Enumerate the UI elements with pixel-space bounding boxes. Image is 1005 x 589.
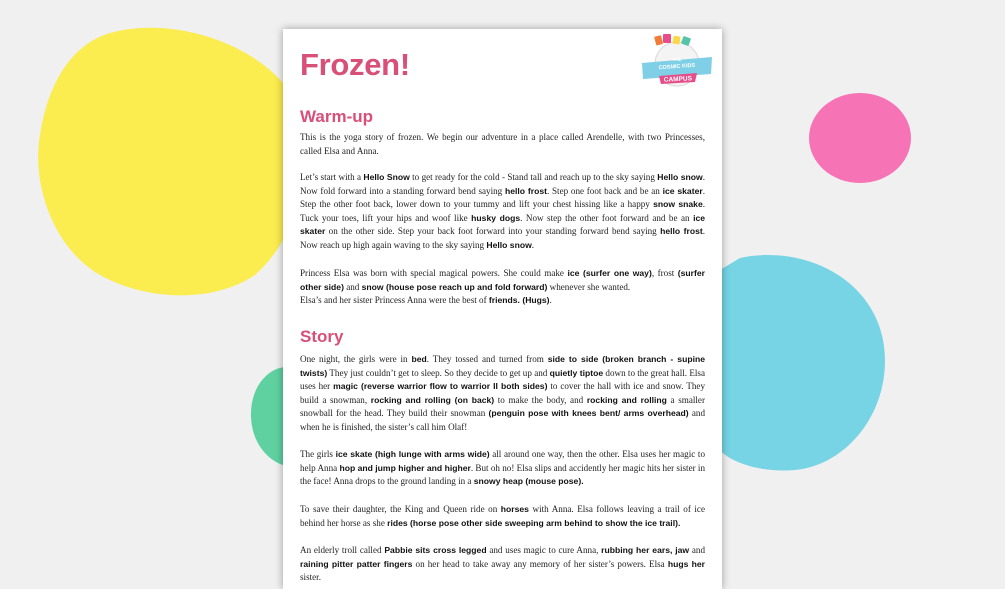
story-heading: Story xyxy=(300,327,344,346)
yellow-blob xyxy=(0,0,320,320)
text-run: Princess Elsa was born with special magical powers. She could make xyxy=(300,268,568,278)
keyword: ice skater xyxy=(662,185,703,196)
text-run: to make the body, and xyxy=(494,394,587,405)
keyword: horses xyxy=(500,504,529,514)
logo-line-3: CAMPUS xyxy=(663,75,693,84)
keyword: hop and jump higher and higher xyxy=(339,462,471,473)
text-run: down to the great hall. Elsa uses her xyxy=(300,367,705,392)
text-run: . Now reach up high again waving to the sky saying xyxy=(300,226,705,250)
keyword: (penguin pose with knees bent/ arms overhead) xyxy=(488,408,689,419)
keyword: snow snake xyxy=(653,199,703,210)
text-run: . But oh no! Elsa slips and accidently her magic hits her sister in the face! Anna drops to the ground landing in a xyxy=(300,462,705,487)
logo-line-1: THE xyxy=(672,57,682,62)
text-run: sister. xyxy=(300,572,321,583)
paragraph xyxy=(300,267,705,308)
text-run: all around one way, then the other. Elsa uses her magic to help Anna xyxy=(300,449,705,473)
text-run: with Anna. Elsa follows leaving a trail of ice behind her horse as she xyxy=(300,504,705,528)
keyword: snow (house pose reach up and fold forward) xyxy=(361,281,548,292)
text-run: Let’s start with a xyxy=(300,172,364,182)
text-run: . Now step the other foot forward and be an xyxy=(520,212,694,223)
text-run: and uses magic to cure Anna, xyxy=(486,545,602,555)
paragraph xyxy=(300,544,705,585)
keyword: quietly tiptoe xyxy=(549,367,604,378)
logo-line-2: COSMIC KIDS xyxy=(658,62,696,72)
keyword: ice skate (high lunge with arms wide) xyxy=(335,449,490,459)
keyword: hello frost xyxy=(660,226,703,237)
text-run: on her head to take away any memory of her sister’s powers. Elsa xyxy=(412,558,668,569)
text-run: to get ready for the cold - Stand tall and reach up to the sky saying xyxy=(409,172,658,182)
cyan-blob xyxy=(700,240,900,480)
text-run: . Tuck your toes, lift your hips and woof like xyxy=(300,199,706,223)
keyword: raining pitter patter fingers xyxy=(300,558,413,569)
paragraph xyxy=(300,503,705,530)
text-run: , frost xyxy=(651,268,678,278)
text-run: a smaller snowball for the head. They build their snowman xyxy=(300,394,705,419)
text-run: and xyxy=(343,281,362,292)
document-page xyxy=(283,29,722,589)
text-run: . Now fold forward into a standing forward bend saying xyxy=(300,172,705,196)
keyword: husky dogs xyxy=(471,212,521,223)
text-run: to cover the hall with ice and snow. They build a snowman, xyxy=(300,381,705,405)
text-run: One night, the girls were in xyxy=(300,354,412,364)
text-run: . They tossed and turned from xyxy=(426,354,548,364)
text-run: and when he is finished, the sister’s call him Olaf! xyxy=(300,408,705,432)
page-title: Frozen! xyxy=(300,47,410,82)
text-run: . xyxy=(549,295,552,306)
keyword: hugs her xyxy=(667,558,706,569)
text-run: . xyxy=(531,239,535,250)
text-run: They just couldn’t get to sleep. So they decide to get up and xyxy=(327,367,550,378)
keyword: Hello Snow xyxy=(363,172,410,182)
keyword: rubbing her ears, jaw xyxy=(601,545,690,555)
keyword: magic (reverse warrior flow to warrior II both sides) xyxy=(333,381,548,392)
keyword: Hello snow xyxy=(657,172,703,182)
keyword: rocking and rolling (on back) xyxy=(370,394,495,405)
warmup-heading: Warm-up xyxy=(300,107,374,126)
keyword: Hello snow xyxy=(486,239,532,250)
text-run: whenever she wanted. xyxy=(547,281,631,292)
keyword: snowy heap (mouse pose). xyxy=(473,476,584,487)
keyword: Pabbie sits cross legged xyxy=(384,545,487,555)
keyword: side to side (broken branch - supine twists) xyxy=(300,354,705,378)
text-run: and xyxy=(689,545,706,555)
pink-blob xyxy=(800,85,920,195)
keyword: rocking and rolling xyxy=(586,394,667,405)
keyword: rides (horse pose other side sweeping arm behind to show the ice trail). xyxy=(387,517,681,528)
text-run: . Step the other foot back, lower down to your tummy and lift your chest hissing like a happy xyxy=(300,185,705,210)
keyword: hello frost xyxy=(504,185,547,196)
keyword: (surfer other side) xyxy=(300,268,705,292)
text-run: An elderly troll called xyxy=(300,545,385,555)
paragraph xyxy=(300,171,705,253)
text-run: The girls xyxy=(300,449,336,459)
paragraph xyxy=(300,448,705,489)
text-run: To save their daughter, the King and Queen ride on xyxy=(300,504,501,514)
text-run: . Step one foot back and be an xyxy=(546,185,663,196)
text-run: on the other side. Step your back foot forward into your standing forward bend saying xyxy=(325,226,661,237)
cosmic-kids-campus-logo xyxy=(641,32,713,92)
keyword: friends. (Hugs) xyxy=(488,295,550,306)
paragraph xyxy=(300,353,705,435)
paragraph xyxy=(300,131,705,158)
text-run: Elsa’s and her sister Princess Anna were the best of xyxy=(300,295,489,306)
keyword: ice skater xyxy=(300,212,706,237)
keyword: bed xyxy=(411,354,427,364)
keyword: ice (surfer one way) xyxy=(567,268,652,278)
text-run: This is the yoga story of frozen. We begin our adventure in a place called Arendelle, with two Princesses, called Elsa and Anna. xyxy=(300,132,705,156)
